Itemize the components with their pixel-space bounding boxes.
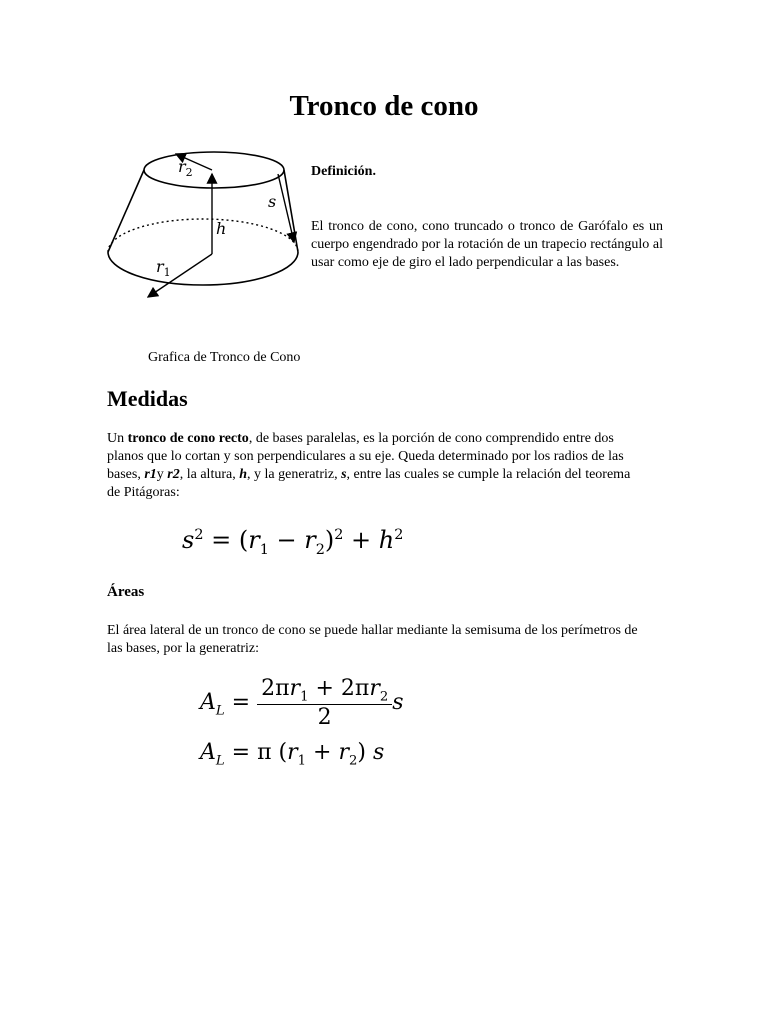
lateral-area-formula-2: $A_L = \pi$ $(r_1 + r_2)$ s	[200, 740, 385, 769]
label-r2: $r_2$	[178, 157, 193, 179]
medidas-heading: Medidas	[107, 386, 188, 411]
areas-paragraph: El área lateral de un tronco de cono se puede hallar mediante la semisuma de los perímetros de las bases, por la generatriz:	[107, 623, 638, 656]
fraction: $\frac{2\pi r_1 + 2\pi r_2}{2}$	[257, 676, 392, 730]
definition-text: El tronco de cono, cono truncado o tronco de Garófalo es un cuerpo engendrado por la rotación de un trapecio rectángulo al usar como eje de giro el lado perpendicular a las bases.	[311, 219, 663, 270]
bottom-base-back-arc	[108, 219, 298, 252]
medidas-paragraph: Un tronco de cono recto, de bases paralelas, es la porción de cono comprendido entre dos planos que lo cortan y son perpendiculares a su eje. Queda determinado por los radios de las bases, r1y r2, la altura, h, y la generatriz, s, entre las cuales se cumple la relación del teorema de Pitágoras:	[107, 431, 631, 500]
pythagoras-formula: $s^2 = (r_1 - r_2)^2 + h^2$	[182, 526, 404, 558]
top-base-ellipse	[144, 152, 284, 188]
page-title: Tronco de cono	[289, 90, 479, 122]
label-r1: $r_1$	[156, 257, 171, 279]
label-s: s	[268, 192, 277, 211]
areas-heading: Áreas	[107, 584, 145, 600]
label-h: h	[216, 219, 227, 238]
figure-caption: Grafica de Tronco de Cono	[148, 350, 301, 365]
truncated-cone-figure	[100, 142, 310, 310]
left-side-line	[108, 170, 144, 252]
lateral-area-formula-1: $A_L$ = $\frac{2\pi r_1 + 2\pi r_2}{2}$ s	[200, 676, 404, 731]
bottom-base-front-arc	[108, 252, 298, 285]
definition-heading: Definición.	[311, 164, 376, 179]
